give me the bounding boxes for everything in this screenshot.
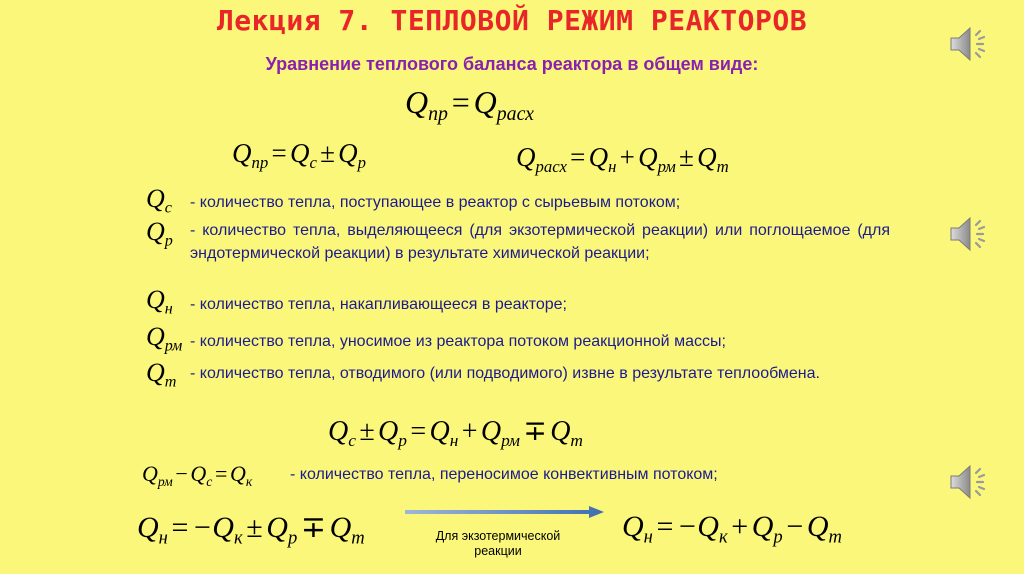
slide-title: Лекция 7. ТЕПЛОВОЙ РЕЖИМ РЕАКТОРОВ (216, 4, 808, 37)
speaker-icon[interactable] (948, 460, 988, 504)
income-equation: $Q_{пр} = Q_с \pm Q_р$ (232, 138, 367, 172)
definition-q-k: - количество тепла, переносимое конвективным потоком; (290, 466, 718, 483)
final-exothermic-equation: $Q_н = -Q_к + Q_р - Q_т$ (622, 510, 842, 548)
arrow-label: Для экзотермической реакции (435, 529, 561, 558)
symbol-q-r: $Q_р$ (146, 217, 173, 250)
symbol-q-n: $Q_н$ (146, 285, 173, 318)
convective-equation: $Q_{рм} - Q_с = Q_к$ (142, 461, 253, 489)
balance-equation: $Q_с \pm Q_р = Q_н + Q_{рм} \mp Q_т$ (328, 416, 583, 451)
symbol-q-rm: $Q_{рм}$ (146, 322, 183, 355)
final-general-equation: $Q_н = -Q_к \pm Q_р \mp Q_т$ (137, 511, 365, 549)
main-balance-equation: $Q_{пр} = Q_{расх}$ (405, 84, 534, 125)
definition-q-r: - количество тепла, выделяющееся (для экзотермической реакции) или поглощаемое (для эндотермической реакции) в результате химической реакции; (190, 222, 890, 262)
definition-q-rm: - количество тепла, уносимое из реактора потоком реакционной массы; (190, 333, 726, 350)
definition-q-n: - количество тепла, накапливающееся в реакторе; (190, 296, 567, 313)
definition-q-c: - количество тепла, поступающее в реактор с сырьевым потоком; (190, 194, 681, 211)
arrow-icon (405, 505, 605, 519)
speaker-icon[interactable] (948, 212, 988, 256)
expense-equation: $Q_{расх} = Q_н + Q_{рм} \pm Q_т$ (516, 142, 729, 176)
slide-subtitle: Уравнение теплового баланса реактора в общем виде: (265, 54, 759, 74)
symbol-q-c: $Q_с$ (146, 184, 172, 217)
definition-q-t: - количество тепла, отводимого (или подводимого) извне в результате теплообмена. (190, 365, 820, 382)
symbol-q-t: $Q_т$ (146, 358, 177, 391)
speaker-icon[interactable] (948, 22, 988, 66)
